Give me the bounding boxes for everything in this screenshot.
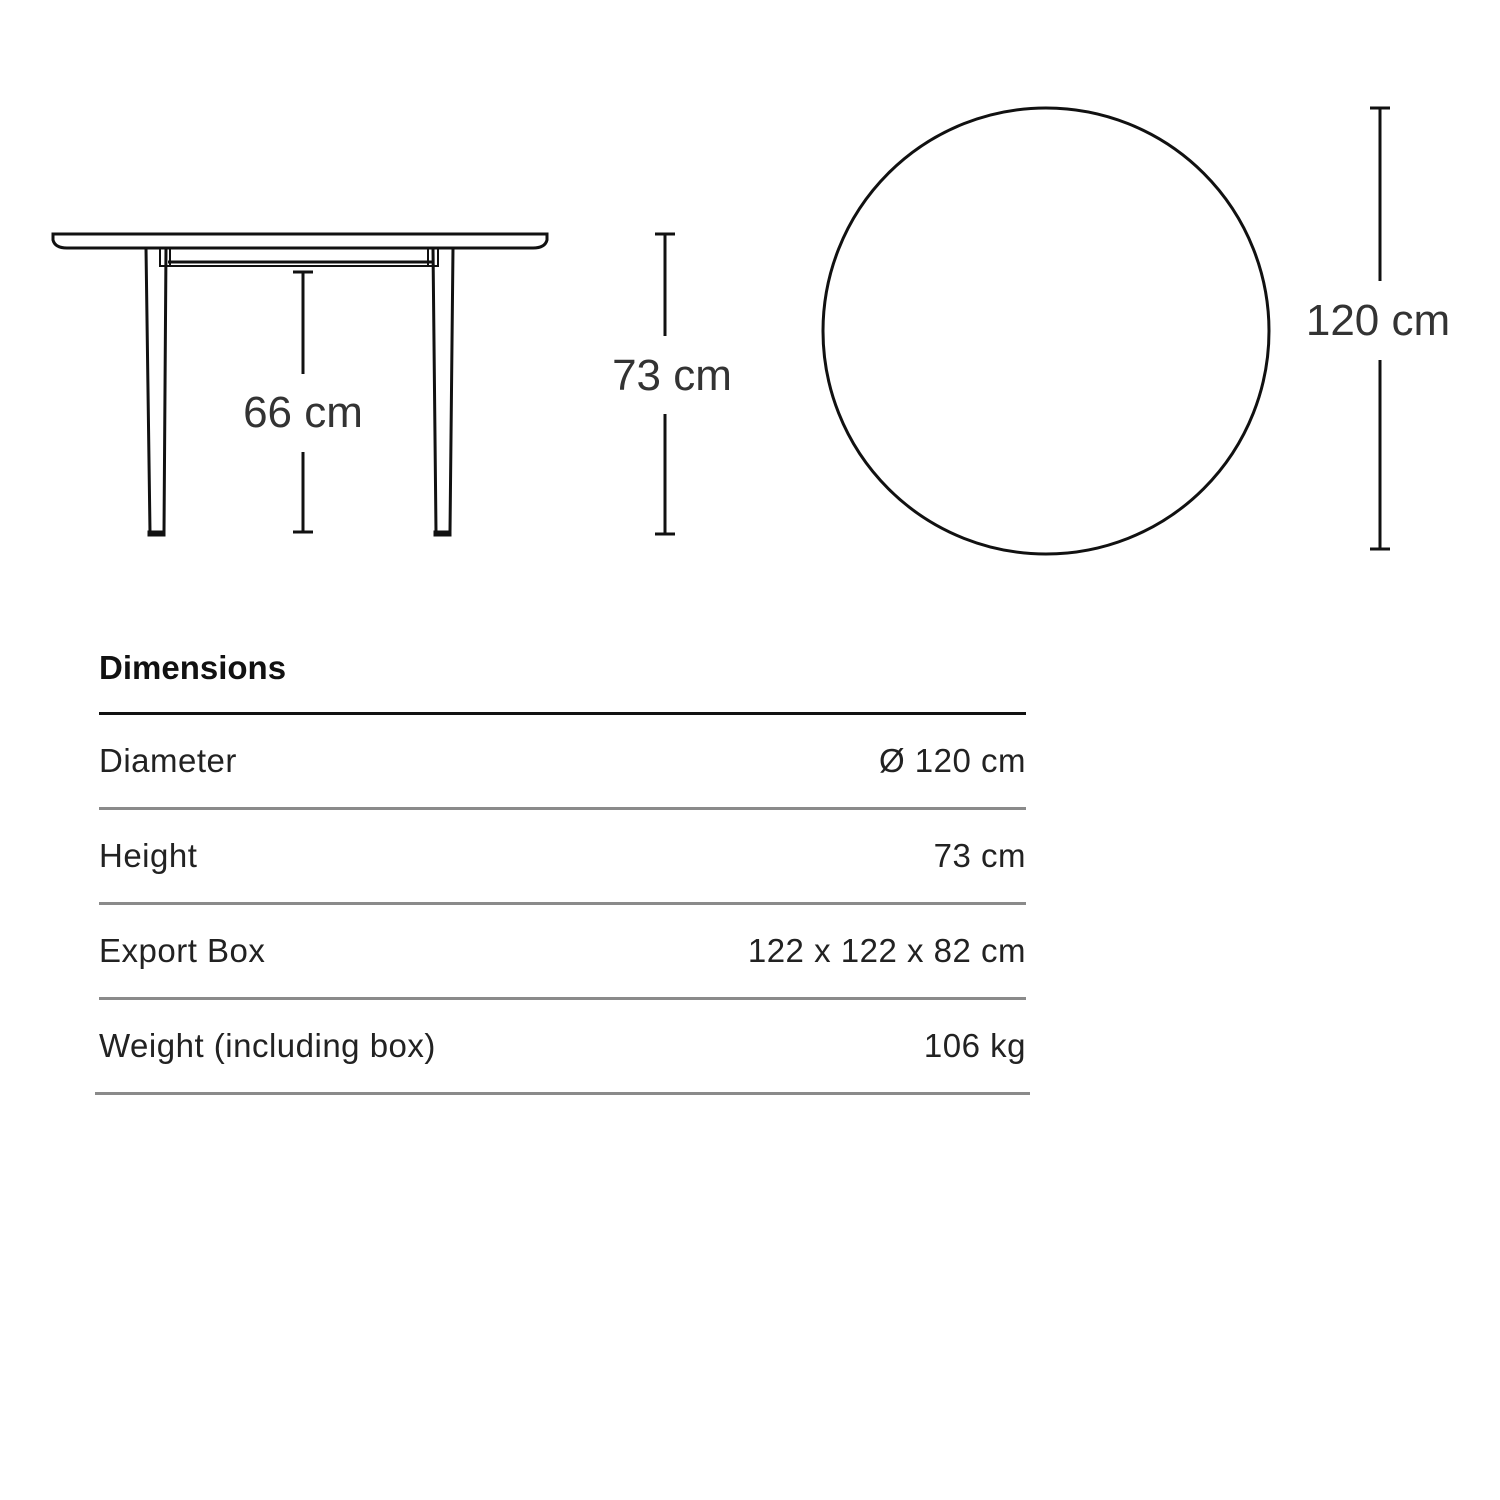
table-top-view (823, 108, 1269, 554)
spec-row-diameter (99, 715, 1026, 810)
leg-clearance-label: 66 cm (243, 388, 363, 437)
spec-label: Export Box (99, 932, 266, 969)
spec-value: 73 cm (933, 837, 1026, 874)
dimensions-table (99, 640, 1026, 1095)
spec-label: Height (99, 837, 198, 874)
spec-row-export-box (99, 905, 1026, 1000)
tabletop-outline (53, 234, 547, 248)
spec-row-height (99, 810, 1026, 905)
spec-label: Weight (including box) (99, 1027, 436, 1064)
diameter-label: 120 cm (1305, 296, 1451, 345)
overall-height-label: 73 cm (612, 351, 732, 400)
spec-value: Ø 120 cm (878, 742, 1026, 779)
left-leg (146, 248, 166, 532)
dimensions-heading: Dimensions (99, 649, 287, 686)
table-dimension-diagram (0, 0, 1500, 600)
table-side-view (53, 234, 547, 535)
spec-value: 122 x 122 x 82 cm (747, 932, 1026, 969)
right-leg (433, 248, 453, 532)
spec-value: 106 kg (923, 1027, 1026, 1064)
spec-row-weight (95, 1000, 1030, 1095)
spec-label: Diameter (99, 742, 237, 779)
